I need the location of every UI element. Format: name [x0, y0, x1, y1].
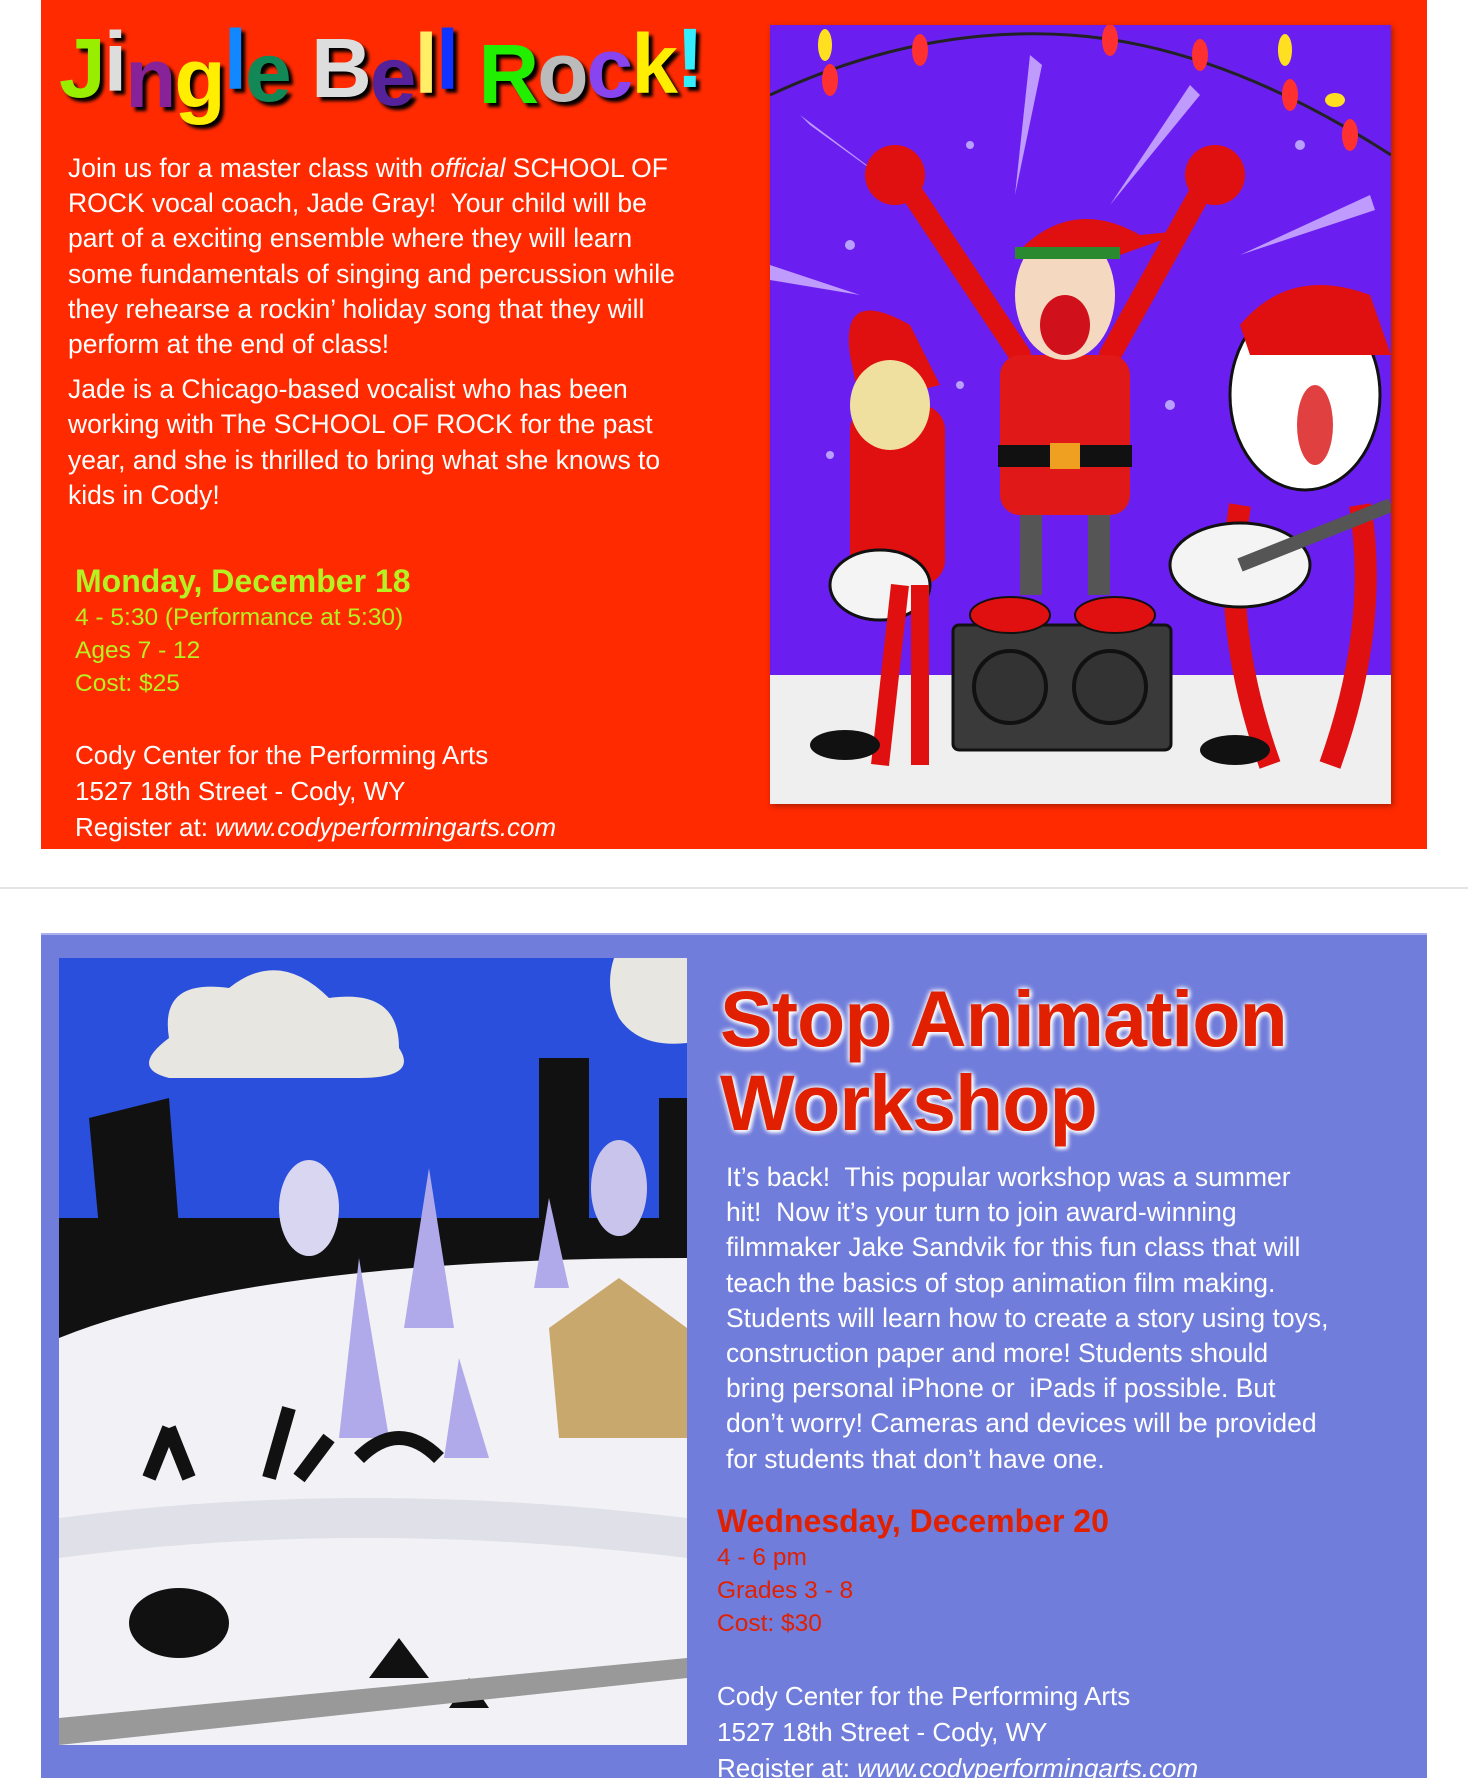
- title-letter: B: [311, 21, 370, 115]
- text-line: perform at the end of class!: [68, 329, 390, 360]
- event-cost: Cost: $30: [717, 1610, 822, 1637]
- text-line: they rehearse a rockin’ holiday song that they will: [68, 293, 645, 324]
- title-letter: c: [586, 21, 632, 115]
- paragraph-gap: [68, 362, 675, 372]
- paper-diorama-photo: [59, 958, 687, 1745]
- event-time: 4 - 5:30 (Performance at 5:30): [75, 604, 404, 631]
- event-details: [75, 561, 411, 700]
- venue-address: 1527 18th Street - Cody, WY: [717, 1717, 1048, 1747]
- event-grades: Grades 3 - 8: [717, 1577, 854, 1604]
- text-line: for students that don’t have one.: [726, 1443, 1105, 1474]
- section-divider: [0, 887, 1468, 889]
- venue-name: Cody Center for the Performing Arts: [75, 740, 489, 770]
- text-line: Jade is a Chicago-based vocalist who has been: [68, 374, 628, 405]
- title-letter: i: [103, 15, 126, 109]
- register-link[interactable]: www.codyperformingarts.com: [857, 1753, 1199, 1783]
- title-letter: l: [435, 13, 458, 107]
- register-label: Register at:: [75, 812, 216, 842]
- venue-address: 1527 18th Street - Cody, WY: [75, 776, 406, 806]
- title-letter: [457, 21, 478, 115]
- text-line: It’s back! This popular workshop was a summer: [726, 1162, 1291, 1192]
- text-line: don’t worry! Cameras and devices will be provided: [726, 1408, 1317, 1439]
- event-title: [720, 974, 1287, 1147]
- title-letter: k: [631, 17, 676, 111]
- text-line: part of a exciting ensemble where they will learn: [68, 223, 633, 254]
- title-line: Stop Animation: [720, 974, 1287, 1063]
- stop-animation-flyer: [41, 933, 1427, 1783]
- text-line: construction paper and more! Students should: [726, 1338, 1269, 1369]
- title-letter: J: [59, 21, 104, 115]
- text-emphasis: official: [430, 153, 506, 183]
- text-line: teach the basics of stop animation film making.: [726, 1267, 1276, 1298]
- title-letter: n: [125, 31, 175, 125]
- register-link[interactable]: www.codyperformingarts.com: [215, 812, 557, 842]
- title-letter: g: [174, 31, 224, 125]
- text-line: hit! Now it’s your turn to join award-winning: [726, 1197, 1237, 1228]
- event-description: [726, 1160, 1328, 1477]
- title-letter: e: [245, 25, 290, 119]
- elf-band-illustration: [770, 25, 1391, 804]
- event-title: [59, 11, 702, 125]
- title-letter: [290, 21, 311, 115]
- event-time: 4 - 6 pm: [717, 1544, 807, 1571]
- text-line: filmmaker Jake Sandvik for this fun class that will: [726, 1232, 1301, 1263]
- event-description: [68, 151, 675, 513]
- title-letter: R: [478, 27, 538, 121]
- event-ages: Ages 7 - 12: [75, 637, 201, 664]
- title-line: Workshop: [720, 1058, 1097, 1147]
- title-letter: l: [223, 13, 246, 107]
- jingle-bell-rock-flyer: [41, 0, 1427, 849]
- text-line: kids in Cody!: [68, 479, 220, 510]
- event-date: Monday, December 18: [75, 563, 411, 599]
- event-details: [717, 1501, 1109, 1640]
- text-line: some fundamentals of singing and percussion while: [68, 258, 675, 289]
- title-letter: !: [675, 11, 702, 105]
- text-line: year, and she is thrilled to bring what she knows to: [68, 444, 661, 475]
- venue-info: [717, 1678, 1198, 1786]
- event-date: Wednesday, December 20: [717, 1503, 1109, 1539]
- text: SCHOOL OF: [505, 153, 668, 183]
- venue-name: Cody Center for the Performing Arts: [717, 1681, 1131, 1711]
- event-cost: Cost: $25: [75, 670, 180, 697]
- venue-info: [75, 737, 556, 845]
- title-letter: o: [537, 25, 587, 119]
- register-label: Register at:: [717, 1753, 858, 1783]
- text-line: bring personal iPhone or iPads if possible. But: [726, 1373, 1276, 1404]
- text-line: working with The SCHOOL OF ROCK for the past: [68, 409, 653, 440]
- text-line: ROCK vocal coach, Jade Gray! Your child will be: [68, 188, 647, 219]
- title-letter: e: [369, 29, 415, 123]
- text: Join us for a master class with: [68, 153, 431, 183]
- title-letter: l: [414, 17, 436, 111]
- text-line: Students will learn how to create a story using toys,: [726, 1302, 1329, 1333]
